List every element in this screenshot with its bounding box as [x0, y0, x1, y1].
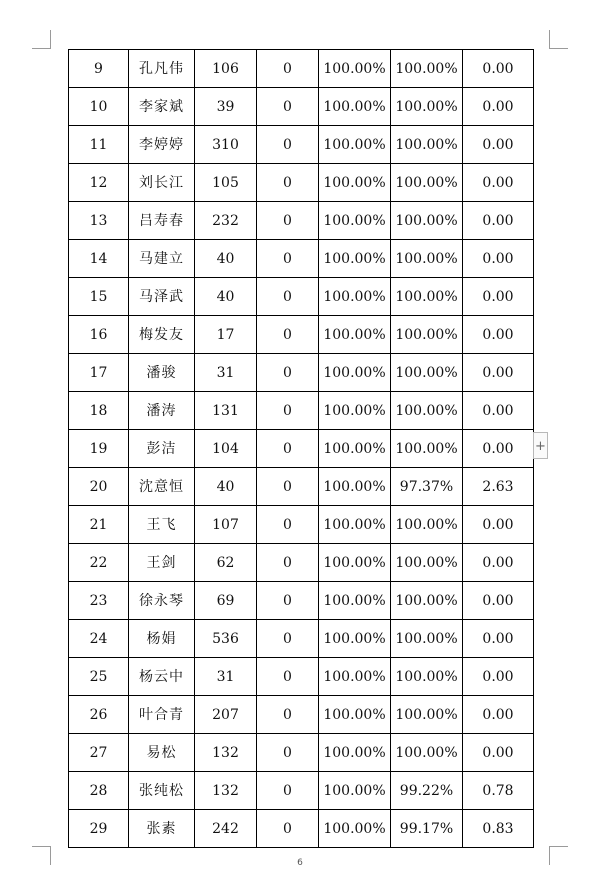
zero-cell: 0	[257, 468, 319, 506]
name-cell: 马建立	[129, 240, 195, 278]
name-cell: 马泽武	[129, 278, 195, 316]
table-row	[69, 582, 534, 620]
rate2-cell: 99.22%	[391, 772, 463, 810]
name-cell: 彭洁	[129, 430, 195, 468]
rate-cell: 100.00%	[319, 316, 391, 354]
name-cell: 叶合青	[129, 696, 195, 734]
zero-cell: 0	[257, 696, 319, 734]
value-cell: 0.00	[463, 658, 534, 696]
value-cell: 0.00	[463, 544, 534, 582]
name-cell: 李婷婷	[129, 126, 195, 164]
zero-cell: 0	[257, 810, 319, 848]
row-number-cell: 29	[69, 810, 129, 848]
rate-cell: 100.00%	[319, 392, 391, 430]
table-row	[69, 544, 534, 582]
name-cell: 王剑	[129, 544, 195, 582]
rate-cell: 100.00%	[319, 506, 391, 544]
rate2-cell: 100.00%	[391, 734, 463, 772]
name-cell: 潘骏	[129, 354, 195, 392]
rate2-cell: 100.00%	[391, 316, 463, 354]
rate-cell: 100.00%	[319, 278, 391, 316]
row-number-cell: 27	[69, 734, 129, 772]
row-number-cell: 25	[69, 658, 129, 696]
count-cell: 536	[195, 620, 257, 658]
row-number-cell: 24	[69, 620, 129, 658]
value-cell: 0.00	[463, 620, 534, 658]
count-cell: 40	[195, 240, 257, 278]
row-number-cell: 15	[69, 278, 129, 316]
table-row	[69, 734, 534, 772]
zero-cell: 0	[257, 202, 319, 240]
value-cell: 0.00	[463, 50, 534, 88]
count-cell: 31	[195, 354, 257, 392]
zero-cell: 0	[257, 50, 319, 88]
rate-cell: 100.00%	[319, 582, 391, 620]
row-number-cell: 16	[69, 316, 129, 354]
name-cell: 梅发友	[129, 316, 195, 354]
table-row	[69, 430, 534, 468]
table-row	[69, 810, 534, 848]
value-cell: 0.00	[463, 316, 534, 354]
table-row	[69, 316, 534, 354]
count-cell: 104	[195, 430, 257, 468]
rate2-cell: 97.37%	[391, 468, 463, 506]
rate2-cell: 100.00%	[391, 392, 463, 430]
row-number-cell: 19	[69, 430, 129, 468]
rate2-cell: 100.00%	[391, 620, 463, 658]
rate2-cell: 100.00%	[391, 88, 463, 126]
value-cell: 0.00	[463, 240, 534, 278]
zero-cell: 0	[257, 392, 319, 430]
zero-cell: 0	[257, 544, 319, 582]
value-cell: 0.00	[463, 164, 534, 202]
count-cell: 107	[195, 506, 257, 544]
value-cell: 0.00	[463, 126, 534, 164]
table-row	[69, 88, 534, 126]
count-cell: 62	[195, 544, 257, 582]
name-cell: 易松	[129, 734, 195, 772]
value-cell: 0.00	[463, 392, 534, 430]
rate2-cell: 100.00%	[391, 544, 463, 582]
rate2-cell: 100.00%	[391, 164, 463, 202]
name-cell: 杨娟	[129, 620, 195, 658]
value-cell: 0.00	[463, 278, 534, 316]
row-number-cell: 12	[69, 164, 129, 202]
value-cell: 2.63	[463, 468, 534, 506]
row-number-cell: 11	[69, 126, 129, 164]
crop-mark-top-right	[549, 30, 568, 49]
table-row	[69, 772, 534, 810]
zero-cell: 0	[257, 430, 319, 468]
table-row	[69, 278, 534, 316]
value-cell: 0.00	[463, 506, 534, 544]
zero-cell: 0	[257, 126, 319, 164]
name-cell: 李家斌	[129, 88, 195, 126]
table-row	[69, 696, 534, 734]
count-cell: 105	[195, 164, 257, 202]
name-cell: 徐永琴	[129, 582, 195, 620]
row-number-cell: 21	[69, 506, 129, 544]
rate-cell: 100.00%	[319, 354, 391, 392]
zero-cell: 0	[257, 582, 319, 620]
rate-cell: 100.00%	[319, 164, 391, 202]
table-row	[69, 506, 534, 544]
count-cell: 132	[195, 734, 257, 772]
rate-cell: 100.00%	[319, 810, 391, 848]
rate-cell: 100.00%	[319, 202, 391, 240]
rate2-cell: 100.00%	[391, 126, 463, 164]
value-cell: 0.00	[463, 582, 534, 620]
rate-cell: 100.00%	[319, 734, 391, 772]
name-cell: 杨云中	[129, 658, 195, 696]
value-cell: 0.00	[463, 202, 534, 240]
value-cell: 0.00	[463, 88, 534, 126]
rate2-cell: 100.00%	[391, 354, 463, 392]
rate-cell: 100.00%	[319, 468, 391, 506]
name-cell: 张纯松	[129, 772, 195, 810]
value-cell: 0.00	[463, 734, 534, 772]
rate-cell: 100.00%	[319, 126, 391, 164]
count-cell: 39	[195, 88, 257, 126]
rate-cell: 100.00%	[319, 240, 391, 278]
zero-cell: 0	[257, 240, 319, 278]
rate2-cell: 100.00%	[391, 658, 463, 696]
row-number-cell: 26	[69, 696, 129, 734]
count-cell: 40	[195, 278, 257, 316]
crop-mark-top-left	[32, 30, 51, 49]
name-cell: 张素	[129, 810, 195, 848]
value-cell: 0.00	[463, 696, 534, 734]
row-number-cell: 20	[69, 468, 129, 506]
rate2-cell: 100.00%	[391, 582, 463, 620]
rate2-cell: 100.00%	[391, 50, 463, 88]
row-number-cell: 9	[69, 50, 129, 88]
rate-cell: 100.00%	[319, 620, 391, 658]
count-cell: 17	[195, 316, 257, 354]
table-row	[69, 164, 534, 202]
name-cell: 孔凡伟	[129, 50, 195, 88]
count-cell: 69	[195, 582, 257, 620]
row-number-cell: 17	[69, 354, 129, 392]
rate-cell: 100.00%	[319, 88, 391, 126]
table-body	[69, 50, 534, 848]
row-number-cell: 23	[69, 582, 129, 620]
name-cell: 刘长江	[129, 164, 195, 202]
table-row	[69, 392, 534, 430]
count-cell: 310	[195, 126, 257, 164]
count-cell: 106	[195, 50, 257, 88]
rate-cell: 100.00%	[319, 544, 391, 582]
rate-cell: 100.00%	[319, 50, 391, 88]
rate2-cell: 99.17%	[391, 810, 463, 848]
row-number-cell: 14	[69, 240, 129, 278]
table-row	[69, 240, 534, 278]
table-row	[69, 468, 534, 506]
count-cell: 131	[195, 392, 257, 430]
row-number-cell: 28	[69, 772, 129, 810]
zero-cell: 0	[257, 734, 319, 772]
rate2-cell: 100.00%	[391, 506, 463, 544]
count-cell: 40	[195, 468, 257, 506]
rate2-cell: 100.00%	[391, 240, 463, 278]
rate-cell: 100.00%	[319, 658, 391, 696]
count-cell: 207	[195, 696, 257, 734]
rate2-cell: 100.00%	[391, 278, 463, 316]
table-row	[69, 620, 534, 658]
zero-cell: 0	[257, 354, 319, 392]
table-row	[69, 202, 534, 240]
zero-cell: 0	[257, 772, 319, 810]
rate-cell: 100.00%	[319, 696, 391, 734]
count-cell: 31	[195, 658, 257, 696]
zero-cell: 0	[257, 316, 319, 354]
rate-cell: 100.00%	[319, 430, 391, 468]
zero-cell: 0	[257, 506, 319, 544]
zero-cell: 0	[257, 164, 319, 202]
table-row	[69, 658, 534, 696]
name-cell: 潘涛	[129, 392, 195, 430]
zero-cell: 0	[257, 278, 319, 316]
rate2-cell: 100.00%	[391, 430, 463, 468]
count-cell: 232	[195, 202, 257, 240]
table-row	[69, 126, 534, 164]
name-cell: 沈意恒	[129, 468, 195, 506]
name-cell: 王飞	[129, 506, 195, 544]
name-cell: 吕寿春	[129, 202, 195, 240]
count-cell: 132	[195, 772, 257, 810]
zero-cell: 0	[257, 88, 319, 126]
row-number-cell: 10	[69, 88, 129, 126]
rate2-cell: 100.00%	[391, 696, 463, 734]
zero-cell: 0	[257, 658, 319, 696]
rate-cell: 100.00%	[319, 772, 391, 810]
zero-cell: 0	[257, 620, 319, 658]
value-cell: 0.00	[463, 430, 534, 468]
add-row-button[interactable]: +	[533, 432, 548, 459]
rate2-cell: 100.00%	[391, 202, 463, 240]
value-cell: 0.83	[463, 810, 534, 848]
row-number-cell: 13	[69, 202, 129, 240]
page-number: 6	[297, 858, 303, 868]
table-row	[69, 354, 534, 392]
table-row	[69, 50, 534, 88]
data-table	[68, 49, 534, 848]
count-cell: 242	[195, 810, 257, 848]
row-number-cell: 18	[69, 392, 129, 430]
value-cell: 0.78	[463, 772, 534, 810]
value-cell: 0.00	[463, 354, 534, 392]
row-number-cell: 22	[69, 544, 129, 582]
